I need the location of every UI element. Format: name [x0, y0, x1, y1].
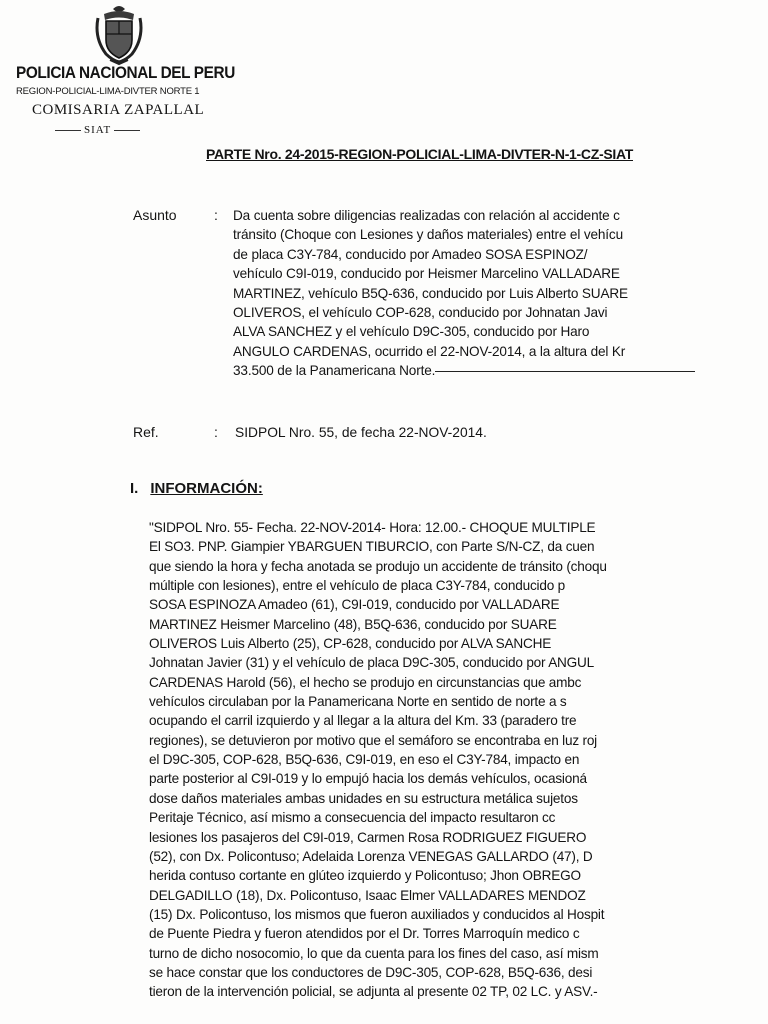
body-line: múltiple con lesiones), entre el vehículo de placa C3Y-784, conducido p [149, 578, 566, 594]
body-line: (52), con Dx. Policontuso; Adelaida Lorenza VENEGAS GALLARDO (47), D [149, 848, 593, 864]
header-unit [52, 124, 143, 136]
asunto-line: vehículo C9I-019, conducido por Heismer Marcelino VALLADARE [233, 266, 620, 282]
body-line: lesiones los pasajeros del C9I-019, Carmen Rosa RODRIGUEZ FIGUERO [149, 829, 587, 845]
document-title: PARTE Nro. 24-2015-REGION-POLICIAL-LIMA-DIVTER-N-1-CZ-SIAT [206, 146, 633, 162]
header-region: REGION-POLICIAL-LIMA-DIVTER NORTE 1 [16, 86, 200, 97]
body-line: regiones), se detuvieron por motivo que el semáforo se encontraba en luz roj [149, 732, 598, 748]
fill-line [435, 371, 695, 372]
ref-label: Ref. [133, 424, 159, 440]
asunto-line: MARTINEZ, vehículo B5Q-636, conducido por Luis Alberto SUARE [233, 285, 628, 301]
body-line: El SO3. PNP. Giampier YBARGUEN TIBURCIO, con Parte S/N-CZ, da cuen [149, 539, 595, 555]
body-line: "SIDPOL Nro. 55- Fecha. 22-NOV-2014- Hora: 12.00.- CHOQUE MULTIPLE [149, 520, 596, 535]
body-line: parte posterior al C9I-019 y lo empujó hacia los demás vehículos, ocasioná [149, 771, 587, 787]
asunto-line: de placa C3Y-784, conducido por Amadeo SOSA ESPINOZ/ [233, 246, 588, 262]
body-line: OLIVEROS Luis Alberto (25), CP-628, conducido por ALVA SANCHE [149, 636, 552, 652]
body-line: se hace constar que los conductores de D9C-305, COP-628, B5Q-636, desi [149, 964, 593, 980]
asunto-colon: : [214, 207, 218, 223]
body-line: que siendo la hora y fecha anotada se produjo un accidente de tránsito (choqu [149, 558, 607, 574]
body-line: turno de dicho nosocomio, lo que da cuenta para los fines del caso, así mism [149, 945, 599, 961]
police-seal-icon [92, 4, 146, 66]
body-line: MARTINEZ Heismer Marcelino (48), B5Q-636, conducido por SUARE [149, 616, 557, 632]
asunto-label: Asunto [133, 207, 177, 223]
header-institution: POLICIA NACIONAL DEL PERU [16, 64, 235, 82]
asunto-line-last: 33.500 de la Panamericana Norte. [233, 361, 695, 380]
asunto-line: Da cuenta sobre diligencias realizadas con relación al accidente c [233, 208, 620, 223]
asunto-text [233, 206, 695, 381]
header-comisaria: COMISARIA ZAPALLAL [32, 102, 205, 118]
body-line: Johnatan Javier (31) y el vehículo de placa D9C-305, conducido por ANGUL [149, 655, 595, 671]
body-line: vehículos circulaban por la Panamericana Norte en sentido de norte a s [149, 694, 567, 710]
body-line: DELGADILLO (18), Dx. Policontuso, Isaac Elmer VALLADARES MENDOZ [149, 887, 586, 903]
body-line: (15) Dx. Policontuso, los mismos que fueron auxiliados y conducidos al Hospit [149, 906, 605, 922]
body-line: Peritaje Técnico, así mismo a consecuencia del impacto resultaron cc [149, 810, 556, 826]
body-line: tieron de la intervención policial, se adjunta al presente 02 TP, 02 LC. y ASV.- [149, 984, 598, 1000]
ref-colon: : [214, 424, 218, 440]
section-heading [130, 480, 263, 497]
body-line: herida contuso cortante en glúteo izquierdo y Policontuso; Jhon OBREGO [149, 868, 581, 884]
section-number: I. [130, 480, 139, 497]
ref-text: SIDPOL Nro. 55, de fecha 22-NOV-2014. [235, 425, 487, 440]
body-line: el D9C-305, COP-628, B5Q-636, C9I-019, en eso el C3Y-784, impacto en [149, 752, 580, 768]
header-unit-label: SIAT [84, 124, 112, 136]
asunto-line: ANGULO CARDENAS, ocurrido el 22-NOV-2014, a la altura del Kr [233, 343, 626, 359]
body-line: CARDENAS Harold (56), el hecho se produjo en circunstancias que ambc [149, 674, 582, 690]
section-title: INFORMACIÓN: [150, 480, 263, 497]
body-line: ocupando el carril izquierdo y al llegar a la altura del Km. 33 (paradero tre [149, 713, 577, 729]
information-body [149, 518, 607, 1002]
asunto-line: OLIVEROS, el vehículo COP-628, conducido por Johnatan Javi [233, 304, 608, 320]
body-line: SOSA ESPINOZA Amadeo (61), C9I-019, conducido por VALLADARE [149, 597, 560, 613]
body-line: dose daños materiales ambas unidades en su estructura metálica sujetos [149, 790, 578, 806]
asunto-line: tránsito (Choque con Lesiones y daños materiales) entre el vehícu [233, 227, 623, 243]
asunto-line: ALVA SANCHEZ y el vehículo D9C-305, conducido por Haro [233, 324, 590, 340]
body-line: de Puente Piedra y fueron atendidos por el Dr. Torres Marroquín medico c [149, 926, 580, 942]
